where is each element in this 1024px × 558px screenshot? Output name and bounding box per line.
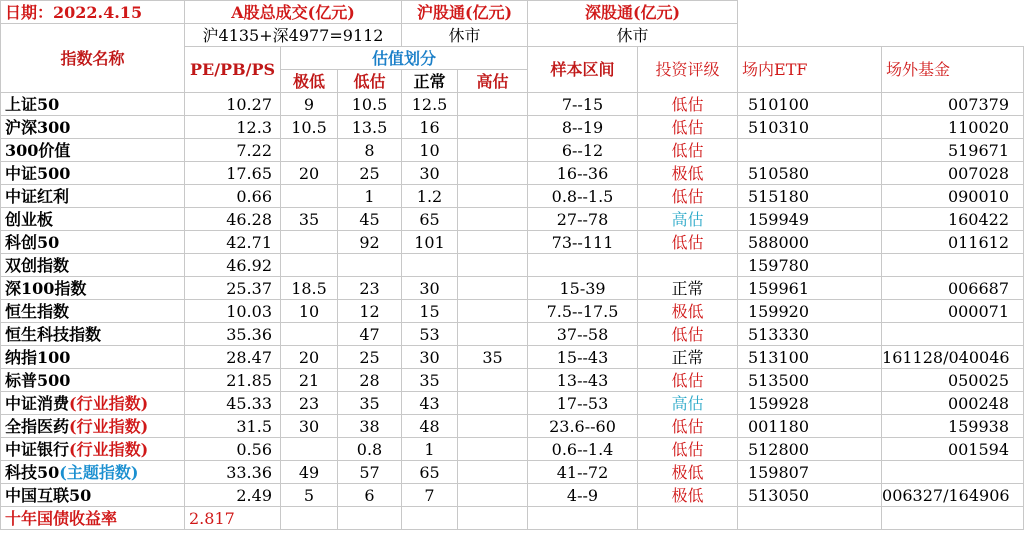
index-name bbox=[1, 208, 185, 231]
sample-range: 37--58 bbox=[528, 323, 638, 346]
very-low-value: 18.5 bbox=[281, 277, 338, 300]
empty-cell bbox=[882, 507, 1024, 530]
sample-range: 13--43 bbox=[528, 369, 638, 392]
high-value bbox=[458, 254, 528, 277]
high-value bbox=[458, 208, 528, 231]
etf-code: 159780 bbox=[738, 254, 882, 277]
very-low-value: 23 bbox=[281, 392, 338, 415]
rating-badge: 极低 bbox=[638, 461, 738, 484]
fund-code: 050025 bbox=[882, 369, 1024, 392]
low-value: 1 bbox=[338, 185, 402, 208]
very-low-value bbox=[281, 438, 338, 461]
high-value bbox=[458, 461, 528, 484]
low-value: 57 bbox=[338, 461, 402, 484]
fund-code: 090010 bbox=[882, 185, 1024, 208]
normal-value: 7 bbox=[402, 484, 458, 507]
sample-range: 15--43 bbox=[528, 346, 638, 369]
index-name bbox=[1, 185, 185, 208]
table-row bbox=[1, 323, 1024, 346]
index-name-text: 科创50 bbox=[5, 232, 60, 252]
header-blank-2 bbox=[738, 24, 1024, 47]
etf-code: 159920 bbox=[738, 300, 882, 323]
pe-value: 42.71 bbox=[185, 231, 281, 254]
rating-badge: 正常 bbox=[638, 346, 738, 369]
col-etf: 场内ETF bbox=[738, 47, 882, 93]
etf-code: 510310 bbox=[738, 116, 882, 139]
fund-code bbox=[882, 254, 1024, 277]
low-value: 38 bbox=[338, 415, 402, 438]
very-low-value: 49 bbox=[281, 461, 338, 484]
normal-value: 12.5 bbox=[402, 93, 458, 116]
normal-value: 101 bbox=[402, 231, 458, 254]
index-name bbox=[1, 346, 185, 369]
etf-code: 510100 bbox=[738, 93, 882, 116]
normal-value: 30 bbox=[402, 277, 458, 300]
index-name bbox=[1, 438, 185, 461]
high-value bbox=[458, 415, 528, 438]
table-row bbox=[1, 369, 1024, 392]
table-row bbox=[1, 231, 1024, 254]
sample-range: 27--78 bbox=[528, 208, 638, 231]
sample-range: 0.8--1.5 bbox=[528, 185, 638, 208]
index-name bbox=[1, 116, 185, 139]
index-name-text: 上证50 bbox=[5, 94, 60, 114]
col-very-low: 极低 bbox=[281, 70, 338, 93]
index-name-text: 300价值 bbox=[5, 140, 71, 160]
sample-range: 17--53 bbox=[528, 392, 638, 415]
very-low-value: 20 bbox=[281, 346, 338, 369]
empty-cell bbox=[338, 507, 402, 530]
rating-badge: 正常 bbox=[638, 277, 738, 300]
very-low-value: 20 bbox=[281, 162, 338, 185]
sample-range: 23.6--60 bbox=[528, 415, 638, 438]
sample-range: 8--19 bbox=[528, 116, 638, 139]
sample-range: 0.6--1.4 bbox=[528, 438, 638, 461]
sample-range: 41--72 bbox=[528, 461, 638, 484]
table-row bbox=[1, 208, 1024, 231]
etf-code: 159807 bbox=[738, 461, 882, 484]
very-low-value bbox=[281, 254, 338, 277]
rating-badge: 低估 bbox=[638, 93, 738, 116]
low-value: 92 bbox=[338, 231, 402, 254]
pe-value: 10.03 bbox=[185, 300, 281, 323]
etf-code: 513050 bbox=[738, 484, 882, 507]
rating-badge: 低估 bbox=[638, 185, 738, 208]
sample-range: 73--111 bbox=[528, 231, 638, 254]
table-row bbox=[1, 185, 1024, 208]
very-low-value: 30 bbox=[281, 415, 338, 438]
index-name-text: 沪深300 bbox=[5, 117, 71, 137]
bond-yield-value: 2.817 bbox=[185, 507, 281, 530]
a-share-turnover-value: 沪4135+深4977=9112 bbox=[185, 24, 402, 47]
index-name-text: 纳指100 bbox=[5, 347, 71, 367]
very-low-value: 10.5 bbox=[281, 116, 338, 139]
high-value bbox=[458, 162, 528, 185]
fund-code: 006687 bbox=[882, 277, 1024, 300]
index-category-tag: (行业指数) bbox=[69, 439, 149, 459]
table-row bbox=[1, 346, 1024, 369]
empty-cell bbox=[528, 507, 638, 530]
col-range: 样本区间 bbox=[528, 47, 638, 93]
empty-cell bbox=[458, 507, 528, 530]
rating-badge: 低估 bbox=[638, 139, 738, 162]
fund-code: 110020 bbox=[882, 116, 1024, 139]
very-low-value: 5 bbox=[281, 484, 338, 507]
index-name bbox=[1, 369, 185, 392]
index-name-text: 恒生指数 bbox=[5, 301, 70, 321]
table-row bbox=[1, 484, 1024, 507]
col-rating: 投资评级 bbox=[638, 47, 738, 93]
high-value bbox=[458, 369, 528, 392]
index-name bbox=[1, 415, 185, 438]
very-low-value bbox=[281, 323, 338, 346]
index-name-text: 恒生科技指数 bbox=[5, 324, 102, 344]
normal-value: 16 bbox=[402, 116, 458, 139]
fund-code: 519671 bbox=[882, 139, 1024, 162]
fund-code bbox=[882, 323, 1024, 346]
fund-code: 007379 bbox=[882, 93, 1024, 116]
high-value bbox=[458, 484, 528, 507]
index-name-text: 科技50 bbox=[5, 462, 60, 482]
etf-code: 513330 bbox=[738, 323, 882, 346]
table-row bbox=[1, 254, 1024, 277]
pe-value: 0.56 bbox=[185, 438, 281, 461]
index-category-tag: (主题指数) bbox=[59, 462, 139, 482]
normal-value: 1 bbox=[402, 438, 458, 461]
fund-code: 001594 bbox=[882, 438, 1024, 461]
low-value: 25 bbox=[338, 346, 402, 369]
etf-code: 588000 bbox=[738, 231, 882, 254]
rating-badge: 高估 bbox=[638, 392, 738, 415]
normal-value: 1.2 bbox=[402, 185, 458, 208]
low-value: 35 bbox=[338, 392, 402, 415]
low-value: 0.8 bbox=[338, 438, 402, 461]
table-row bbox=[1, 438, 1024, 461]
low-value: 47 bbox=[338, 323, 402, 346]
table-row bbox=[1, 415, 1024, 438]
index-category-tag: (行业指数) bbox=[69, 416, 149, 436]
fund-code: 006327/164906 bbox=[882, 484, 1024, 507]
pe-value: 10.27 bbox=[185, 93, 281, 116]
very-low-value: 9 bbox=[281, 93, 338, 116]
normal-value: 53 bbox=[402, 323, 458, 346]
pe-value: 7.22 bbox=[185, 139, 281, 162]
empty-cell bbox=[738, 507, 882, 530]
high-value bbox=[458, 438, 528, 461]
index-name-text: 深100指数 bbox=[5, 278, 87, 298]
normal-value: 48 bbox=[402, 415, 458, 438]
low-value: 13.5 bbox=[338, 116, 402, 139]
table-row bbox=[1, 162, 1024, 185]
rating-badge: 极低 bbox=[638, 484, 738, 507]
rating-badge: 低估 bbox=[638, 438, 738, 461]
bond-yield-label: 十年国债收益率 bbox=[1, 507, 185, 530]
index-name-text: 创业板 bbox=[5, 209, 54, 229]
index-name-text: 中证银行 bbox=[5, 439, 70, 459]
index-name-text: 中国互联50 bbox=[5, 485, 92, 505]
col-fund: 场外基金 bbox=[882, 47, 1024, 93]
normal-value: 30 bbox=[402, 162, 458, 185]
pe-value: 21.85 bbox=[185, 369, 281, 392]
rating-badge: 低估 bbox=[638, 369, 738, 392]
pe-value: 0.66 bbox=[185, 185, 281, 208]
sz-connect-value: 休市 bbox=[528, 24, 738, 47]
pe-value: 46.92 bbox=[185, 254, 281, 277]
header-blank bbox=[738, 1, 1024, 24]
index-name bbox=[1, 162, 185, 185]
very-low-value: 10 bbox=[281, 300, 338, 323]
table-row bbox=[1, 93, 1024, 116]
pe-value: 33.36 bbox=[185, 461, 281, 484]
very-low-value bbox=[281, 185, 338, 208]
pe-value: 28.47 bbox=[185, 346, 281, 369]
low-value: 23 bbox=[338, 277, 402, 300]
high-value bbox=[458, 277, 528, 300]
pe-value: 35.36 bbox=[185, 323, 281, 346]
pe-value: 25.37 bbox=[185, 277, 281, 300]
col-low: 低估 bbox=[338, 70, 402, 93]
fund-code: 000071 bbox=[882, 300, 1024, 323]
normal-value: 65 bbox=[402, 461, 458, 484]
sample-range bbox=[528, 254, 638, 277]
a-share-turnover-label: A股总成交(亿元) bbox=[185, 1, 402, 24]
high-value: 35 bbox=[458, 346, 528, 369]
etf-code bbox=[738, 139, 882, 162]
fund-code: 000248 bbox=[882, 392, 1024, 415]
table-row bbox=[1, 116, 1024, 139]
high-value bbox=[458, 139, 528, 162]
sample-range: 16--36 bbox=[528, 162, 638, 185]
low-value: 25 bbox=[338, 162, 402, 185]
bond-yield-row bbox=[1, 507, 1024, 530]
pe-value: 45.33 bbox=[185, 392, 281, 415]
high-value bbox=[458, 231, 528, 254]
etf-code: 159928 bbox=[738, 392, 882, 415]
very-low-value bbox=[281, 231, 338, 254]
index-name-text: 全指医药 bbox=[5, 416, 70, 436]
rating-badge: 极低 bbox=[638, 300, 738, 323]
valuation-group-header: 估值划分 bbox=[281, 47, 528, 70]
fund-code bbox=[882, 461, 1024, 484]
normal-value: 15 bbox=[402, 300, 458, 323]
col-index-name: 指数名称 bbox=[1, 24, 185, 93]
index-name bbox=[1, 277, 185, 300]
rating-badge: 低估 bbox=[638, 116, 738, 139]
fund-code: 011612 bbox=[882, 231, 1024, 254]
high-value bbox=[458, 93, 528, 116]
index-category-tag: (行业指数) bbox=[69, 393, 149, 413]
empty-cell bbox=[281, 507, 338, 530]
fund-code: 007028 bbox=[882, 162, 1024, 185]
low-value: 8 bbox=[338, 139, 402, 162]
sample-range: 4--9 bbox=[528, 484, 638, 507]
sz-connect-label: 深股通(亿元) bbox=[528, 1, 738, 24]
index-name-text: 中证红利 bbox=[5, 186, 70, 206]
index-name bbox=[1, 461, 185, 484]
etf-code: 513100 bbox=[738, 346, 882, 369]
table-row bbox=[1, 277, 1024, 300]
rating-badge bbox=[638, 254, 738, 277]
low-value bbox=[338, 254, 402, 277]
index-name bbox=[1, 300, 185, 323]
sh-connect-value: 休市 bbox=[402, 24, 528, 47]
index-name-text: 中证500 bbox=[5, 163, 71, 183]
normal-value bbox=[402, 254, 458, 277]
rating-badge: 低估 bbox=[638, 231, 738, 254]
sh-connect-label: 沪股通(亿元) bbox=[402, 1, 528, 24]
very-low-value: 35 bbox=[281, 208, 338, 231]
rating-badge: 低估 bbox=[638, 415, 738, 438]
index-name bbox=[1, 139, 185, 162]
empty-cell bbox=[638, 507, 738, 530]
low-value: 12 bbox=[338, 300, 402, 323]
rating-badge: 高估 bbox=[638, 208, 738, 231]
very-low-value bbox=[281, 139, 338, 162]
etf-code: 159949 bbox=[738, 208, 882, 231]
sample-range: 7--15 bbox=[528, 93, 638, 116]
high-value bbox=[458, 392, 528, 415]
index-name bbox=[1, 323, 185, 346]
date-label: 日期：2022.4.15 bbox=[1, 1, 185, 24]
low-value: 10.5 bbox=[338, 93, 402, 116]
index-name-text: 标普500 bbox=[5, 370, 71, 390]
etf-code: 001180 bbox=[738, 415, 882, 438]
index-name bbox=[1, 93, 185, 116]
index-name bbox=[1, 392, 185, 415]
index-name-text: 双创指数 bbox=[5, 255, 70, 275]
etf-code: 513500 bbox=[738, 369, 882, 392]
fund-code: 161128/040046 bbox=[882, 346, 1024, 369]
pe-value: 46.28 bbox=[185, 208, 281, 231]
col-pe: PE/PB/PS bbox=[185, 47, 281, 93]
index-name bbox=[1, 484, 185, 507]
etf-code: 512800 bbox=[738, 438, 882, 461]
normal-value: 30 bbox=[402, 346, 458, 369]
high-value bbox=[458, 323, 528, 346]
col-normal: 正常 bbox=[402, 70, 458, 93]
table-row bbox=[1, 139, 1024, 162]
low-value: 28 bbox=[338, 369, 402, 392]
high-value bbox=[458, 116, 528, 139]
normal-value: 65 bbox=[402, 208, 458, 231]
rating-badge: 低估 bbox=[638, 323, 738, 346]
table-row bbox=[1, 461, 1024, 484]
etf-code: 510580 bbox=[738, 162, 882, 185]
high-value bbox=[458, 185, 528, 208]
index-name-text: 中证消费 bbox=[5, 393, 70, 413]
low-value: 6 bbox=[338, 484, 402, 507]
sample-range: 6--12 bbox=[528, 139, 638, 162]
sample-range: 15-39 bbox=[528, 277, 638, 300]
index-name bbox=[1, 231, 185, 254]
pe-value: 12.3 bbox=[185, 116, 281, 139]
normal-value: 10 bbox=[402, 139, 458, 162]
very-low-value: 21 bbox=[281, 369, 338, 392]
pe-value: 2.49 bbox=[185, 484, 281, 507]
low-value: 45 bbox=[338, 208, 402, 231]
normal-value: 43 bbox=[402, 392, 458, 415]
table-row bbox=[1, 300, 1024, 323]
table-row bbox=[1, 392, 1024, 415]
sample-range: 7.5--17.5 bbox=[528, 300, 638, 323]
rating-badge: 极低 bbox=[638, 162, 738, 185]
fund-code: 160422 bbox=[882, 208, 1024, 231]
high-value bbox=[458, 300, 528, 323]
pe-value: 31.5 bbox=[185, 415, 281, 438]
fund-code: 159938 bbox=[882, 415, 1024, 438]
pe-value: 17.65 bbox=[185, 162, 281, 185]
etf-code: 515180 bbox=[738, 185, 882, 208]
normal-value: 35 bbox=[402, 369, 458, 392]
etf-code: 159961 bbox=[738, 277, 882, 300]
col-high: 高估 bbox=[458, 70, 528, 93]
index-name bbox=[1, 254, 185, 277]
empty-cell bbox=[402, 507, 458, 530]
